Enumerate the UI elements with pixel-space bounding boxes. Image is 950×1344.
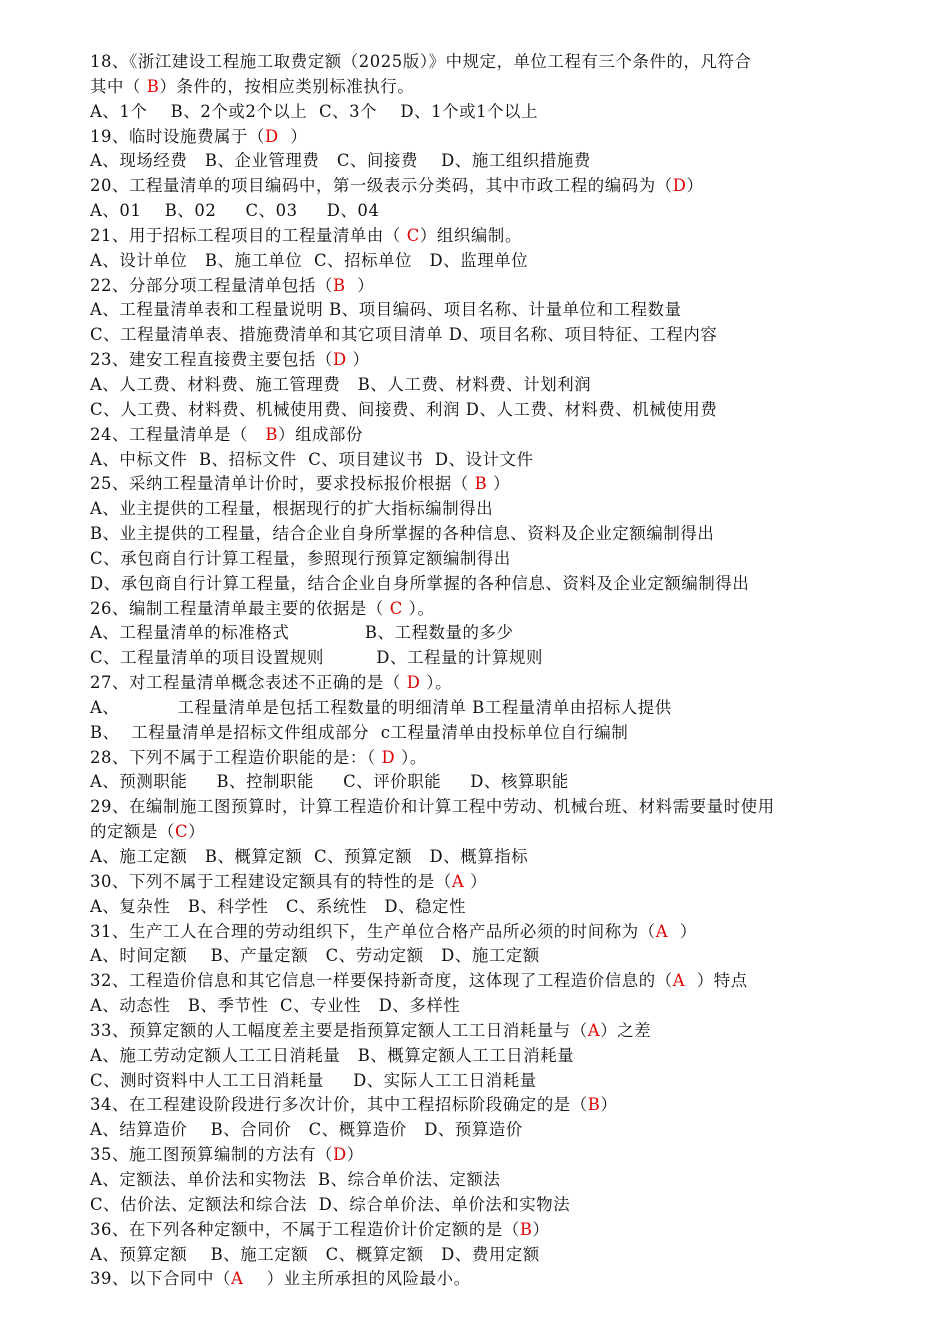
line-text-after: ）特点 bbox=[685, 971, 748, 991]
answer-mark: B bbox=[587, 1095, 601, 1115]
line-text-after: ）业主所承担的风险最小。 bbox=[243, 1269, 471, 1289]
answer-mark: D bbox=[406, 673, 421, 693]
line-text: 22、分部分项工程量清单包括（ bbox=[90, 275, 333, 295]
question-line bbox=[90, 149, 870, 174]
question-line bbox=[90, 1069, 870, 1094]
line-text: A、设计单位 B、施工单位 C、招标单位 D、监理单位 bbox=[90, 250, 529, 270]
line-text: 33、预算定额的人工幅度差主要是指预算定额人工工日消耗量与（ bbox=[90, 1020, 588, 1040]
line-text: C、估价法、定额法和综合法 D、综合单价法、单价法和实物法 bbox=[90, 1194, 571, 1214]
line-text: A、工程量清单表和工程量说明 B、项目编码、项目名称、计量单位和工程数量 bbox=[90, 300, 682, 320]
question-line bbox=[90, 969, 870, 994]
question-line bbox=[90, 50, 870, 75]
question-line bbox=[90, 547, 870, 572]
line-text-after: ）组成部份 bbox=[278, 424, 364, 444]
line-text: 19、临时设施费属于（ bbox=[90, 126, 265, 146]
question-line bbox=[90, 497, 870, 522]
answer-mark: A bbox=[451, 871, 465, 891]
question-line bbox=[90, 125, 870, 150]
line-text-after: ） bbox=[600, 1095, 618, 1115]
line-text: A、预算定额 B、施工定额 C、概算定额 D、费用定额 bbox=[90, 1244, 540, 1264]
line-text: 35、施工图预算编制的方法有（ bbox=[90, 1145, 333, 1165]
question-line bbox=[90, 895, 870, 920]
answer-mark: A bbox=[655, 921, 669, 941]
answer-mark: B bbox=[265, 424, 279, 444]
question-line bbox=[90, 845, 870, 870]
line-text: A、 工程量清单是包括工程数量的明细清单 B工程量清单由招标人提供 bbox=[90, 697, 672, 717]
line-text: A、结算造价 B、合同价 C、概算造价 D、预算造价 bbox=[90, 1120, 523, 1140]
answer-mark: D bbox=[264, 126, 279, 146]
line-text-after: ） bbox=[188, 822, 206, 842]
line-text-after: ）条件的，按相应类别标准执行。 bbox=[159, 76, 415, 96]
question-line bbox=[90, 1044, 870, 1069]
question-line bbox=[90, 1243, 870, 1268]
line-text: 24、工程量清单是（ bbox=[90, 424, 266, 444]
question-line bbox=[90, 522, 870, 547]
question-line bbox=[90, 721, 870, 746]
question-line bbox=[90, 770, 870, 795]
line-text: 25、采纳工程量清单计价时，要求投标报价根据（ bbox=[90, 474, 475, 494]
line-text-after: ） bbox=[532, 1219, 550, 1239]
line-text-after: ） bbox=[346, 350, 370, 370]
question-line bbox=[90, 398, 870, 423]
line-text: 29、在编制施工图预算时，计算工程造价和计算工程中劳动、机械台班、材料需要量时使用 bbox=[90, 797, 775, 817]
line-text: A、01 B、02 C、03 D、04 bbox=[90, 201, 380, 221]
answer-mark: B bbox=[474, 474, 488, 494]
question-line bbox=[90, 1093, 870, 1118]
question-line bbox=[90, 944, 870, 969]
line-text-after: ） bbox=[464, 871, 488, 891]
line-text: 23、建安工程直接费主要包括（ bbox=[90, 350, 333, 370]
line-text: A、工程量清单的标准格式 B、工程数量的多少 bbox=[90, 623, 514, 643]
answer-mark: B bbox=[519, 1219, 533, 1239]
line-text: C、工程量清单的项目设置规则 D、工程量的计算规则 bbox=[90, 648, 543, 668]
question-line bbox=[90, 174, 870, 199]
line-text: A、1个 B、2个或2个以上 C、3个 D、1个或1个以上 bbox=[90, 101, 539, 121]
line-text-after: ） bbox=[346, 1145, 364, 1165]
answer-mark: A bbox=[231, 1269, 244, 1289]
question-line bbox=[90, 870, 870, 895]
question-line bbox=[90, 274, 870, 299]
line-text: 28、下列不属于工程造价职能的是：（ bbox=[90, 747, 382, 767]
line-text-after: ）。 bbox=[395, 747, 427, 767]
line-text-after: ） bbox=[278, 126, 308, 146]
line-text: A、中标文件 B、招标文件 C、项目建议书 D、设计文件 bbox=[90, 449, 534, 469]
answer-mark: C bbox=[174, 822, 189, 842]
question-line bbox=[90, 348, 870, 373]
line-text: C、工程量清单表、措施费清单和其它项目清单 D、项目名称、项目特征、工程内容 bbox=[90, 325, 718, 345]
question-line bbox=[90, 1118, 870, 1143]
line-text: 其中（ bbox=[90, 76, 147, 96]
answer-mark: C bbox=[406, 225, 420, 245]
question-line bbox=[90, 597, 870, 622]
question-line bbox=[90, 1193, 870, 1218]
line-text: A、时间定额 B、产量定额 C、劳动定额 D、施工定额 bbox=[90, 946, 540, 966]
question-line bbox=[90, 75, 870, 100]
line-text: 34、在工程建设阶段进行多次计价，其中工程招标阶段确定的是（ bbox=[90, 1095, 588, 1115]
line-text: 21、用于招标工程项目的工程量清单由（ bbox=[90, 225, 407, 245]
line-text-after: ）之差 bbox=[600, 1020, 652, 1040]
line-text: 36、在下列各种定额中，不属于工程造价计价定额的是（ bbox=[90, 1219, 520, 1239]
line-text: 18、《浙江建设工程施工取费定额（2025版）》中规定，单位工程有三个条件的，凡符合 bbox=[90, 52, 752, 71]
answer-mark: B bbox=[332, 275, 346, 295]
question-line bbox=[90, 224, 870, 249]
line-text: 20、工程量清单的项目编码中，第一级表示分类码，其中市政工程的编码为（ bbox=[90, 176, 673, 196]
answer-mark: D bbox=[332, 350, 347, 370]
answer-mark: A bbox=[587, 1020, 601, 1040]
line-text-after: ）。 bbox=[402, 598, 435, 618]
question-line bbox=[90, 249, 870, 274]
line-text: A、动态性 B、季节性 C、专业性 D、多样性 bbox=[90, 996, 461, 1016]
answer-mark: C bbox=[389, 598, 403, 618]
question-line bbox=[90, 423, 870, 448]
question-line bbox=[90, 646, 870, 671]
line-text: A、预测职能 B、控制职能 C、评价职能 D、核算职能 bbox=[90, 772, 569, 792]
line-text: A、施工劳动定额人工工日消耗量 B、概算定额人工工日消耗量 bbox=[90, 1045, 575, 1065]
answer-mark: A bbox=[672, 971, 686, 991]
question-line bbox=[90, 1168, 870, 1193]
question-line bbox=[90, 199, 870, 224]
question-line bbox=[90, 746, 870, 771]
question-line bbox=[90, 1267, 870, 1292]
line-text: A、现场经费 B、企业管理费 C、间接费 D、施工组织措施费 bbox=[90, 151, 591, 171]
answer-mark: D bbox=[332, 1145, 347, 1165]
question-line bbox=[90, 572, 870, 597]
question-line bbox=[90, 696, 870, 721]
line-text: A、定额法、单价法和实物法 B、综合单价法、定额法 bbox=[90, 1169, 501, 1189]
line-text: 的定额是（ bbox=[90, 822, 175, 842]
question-line bbox=[90, 298, 870, 323]
answer-mark: D bbox=[381, 747, 396, 767]
line-text-after: ） bbox=[686, 176, 704, 196]
line-text: C、测时资料中人工工日消耗量 D、实际人工工日消耗量 bbox=[90, 1070, 537, 1090]
line-text: A、业主提供的工程量，根据现行的扩大指标编制得出 bbox=[90, 499, 494, 519]
question-line bbox=[90, 920, 870, 945]
question-line bbox=[90, 100, 870, 125]
answer-mark: D bbox=[672, 176, 687, 196]
answer-mark: B bbox=[146, 76, 160, 96]
question-line bbox=[90, 1019, 870, 1044]
question-line bbox=[90, 373, 870, 398]
line-text: C、承包商自行计算工程量，参照现行预算定额编制得出 bbox=[90, 548, 511, 568]
question-line bbox=[90, 621, 870, 646]
line-text-after: ） bbox=[345, 275, 375, 295]
question-line bbox=[90, 671, 870, 696]
line-text-after: ）。 bbox=[420, 673, 453, 693]
line-text-after: ） bbox=[668, 921, 697, 941]
question-line bbox=[90, 448, 870, 473]
line-text: D、承包商自行计算工程量，结合企业自身所掌握的各种信息、资料及企业定额编制得出 bbox=[90, 573, 750, 593]
line-text: A、施工定额 B、概算定额 C、预算定额 D、概算指标 bbox=[90, 847, 529, 866]
line-text: 32、工程造价信息和其它信息一样要保持新奇度，这体现了工程造价信息的（ bbox=[90, 971, 673, 991]
question-line bbox=[90, 994, 870, 1019]
line-text: 30、下列不属于工程建设定额具有的特性的是（ bbox=[90, 871, 452, 891]
question-document bbox=[90, 50, 870, 1292]
question-line bbox=[90, 820, 870, 845]
question-line bbox=[90, 323, 870, 348]
line-text: 26、编制工程量清单最主要的依据是（ bbox=[90, 598, 390, 618]
question-line bbox=[90, 1143, 870, 1168]
line-text: C、人工费、材料费、机械使用费、间接费、利润 D、人工费、材料费、机械使用费 bbox=[90, 399, 718, 419]
line-text-after: ） bbox=[487, 474, 511, 494]
line-text: B、业主提供的工程量，结合企业自身所掌握的各种信息、资料及企业定额编制得出 bbox=[90, 524, 715, 544]
line-text: A、复杂性 B、科学性 C、系统性 D、稳定性 bbox=[90, 896, 467, 916]
line-text: B、 工程量清单是招标文件组成部分 c工程量清单由投标单位自行编制 bbox=[90, 722, 629, 742]
line-text: A、人工费、材料费、施工管理费 B、人工费、材料费、计划利润 bbox=[90, 374, 592, 394]
question-line bbox=[90, 472, 870, 497]
line-text-after: ）组织编制。 bbox=[419, 225, 522, 245]
question-line bbox=[90, 795, 870, 820]
line-text: 31、生产工人在合理的劳动组织下，生产单位合格产品所必须的时间称为（ bbox=[90, 921, 656, 941]
line-text: 39、以下合同中（ bbox=[90, 1269, 231, 1289]
line-text: 27、对工程量清单概念表述不正确的是（ bbox=[90, 673, 407, 693]
question-line bbox=[90, 1218, 870, 1243]
